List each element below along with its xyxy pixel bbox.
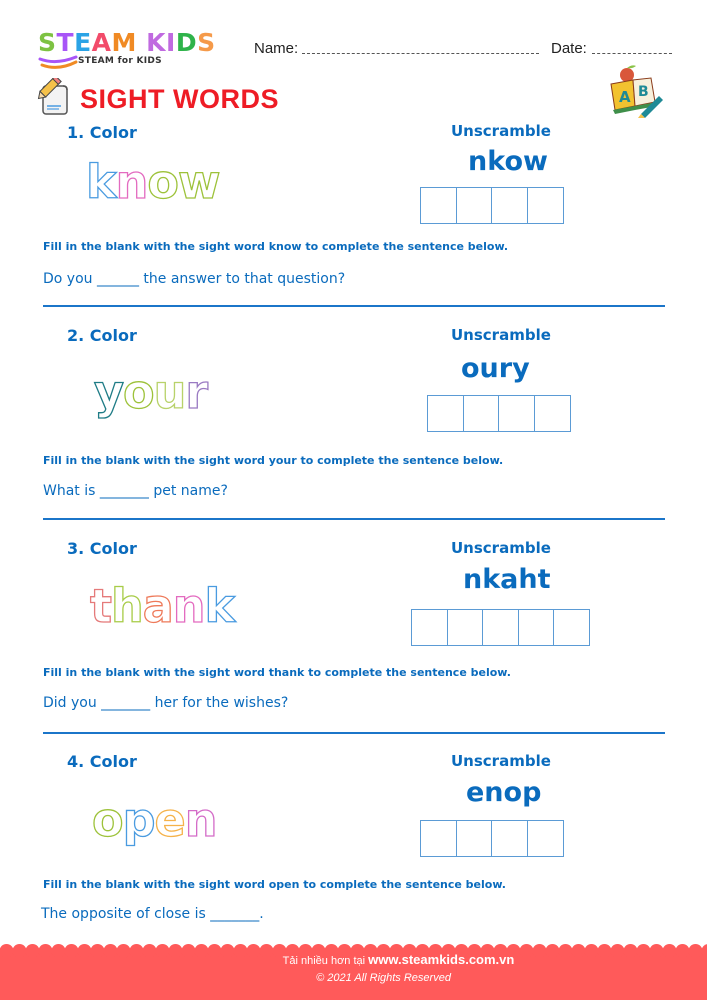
answer-box[interactable]: [420, 187, 457, 224]
name-field[interactable]: [302, 53, 539, 54]
section-4-instruction: Fill in the blank with the sight word open to complete the sentence below.: [43, 878, 506, 891]
steam-kids-logo: [38, 30, 238, 70]
pencil-paper-icon: [33, 78, 73, 116]
svg-text:A: A: [619, 88, 631, 106]
section-1-instruction: Fill in the blank with the sight word know to complete the sentence below.: [43, 240, 509, 253]
section-4-color-label: 4. Color: [67, 752, 137, 771]
logo-letter: I: [166, 28, 176, 57]
section-4-outline-word: [88, 790, 248, 854]
answer-box[interactable]: [527, 820, 564, 857]
section-1-scrambled-word: nkow: [468, 146, 548, 177]
section-2-outline-word: [90, 362, 250, 436]
answer-box[interactable]: [427, 395, 464, 432]
section-4-unscramble-label: Unscramble: [451, 752, 551, 770]
section-3-sentence: Did you _______ her for the wishes?: [43, 695, 289, 711]
logo-letter: E: [74, 28, 92, 57]
logo-subtitle: STEAM for KIDS: [78, 56, 162, 66]
section-divider: [43, 305, 665, 307]
logo-wordmark: [38, 30, 238, 56]
section-2-sentence: What is _______ pet name?: [43, 483, 228, 499]
section-2-instruction: Fill in the blank with the sight word your to complete the sentence below.: [43, 454, 504, 467]
answer-box[interactable]: [553, 609, 590, 646]
logo-letter: D: [175, 28, 198, 57]
logo-letter: S: [38, 28, 57, 57]
footer-copyright: © 2021 All Rights Reserved: [316, 972, 451, 984]
section-1-answer-boxes[interactable]: [420, 187, 564, 224]
section-1-color-label: 1. Color: [67, 123, 137, 142]
section-3-instruction: Fill in the blank with the sight word thank to complete the sentence below.: [43, 666, 511, 679]
answer-box[interactable]: [482, 609, 519, 646]
footer-download-text: [0, 952, 707, 967]
svg-text:your: your: [94, 365, 208, 419]
answer-box[interactable]: [518, 609, 555, 646]
svg-text:know: know: [86, 155, 220, 209]
section-4-answer-boxes[interactable]: [420, 820, 564, 857]
answer-box[interactable]: [498, 395, 535, 432]
section-4-scrambled-word: enop: [466, 777, 542, 808]
date-label: Date:: [551, 40, 587, 57]
section-4-sentence: The opposite of close is _______.: [41, 906, 264, 922]
footer-banner: [0, 942, 707, 1000]
section-3-scrambled-word: nkaht: [463, 564, 551, 595]
section-divider: [43, 518, 665, 520]
section-2-answer-boxes[interactable]: [427, 395, 571, 432]
logo-letter: A: [91, 28, 112, 57]
date-field[interactable]: [592, 53, 672, 54]
footer-prefix: Tải nhiều hơn tại: [282, 955, 369, 967]
section-1-sentence: Do you ______ the answer to that question?: [43, 271, 346, 287]
svg-text:open: open: [92, 793, 217, 847]
answer-box[interactable]: [534, 395, 571, 432]
section-divider: [43, 732, 665, 734]
section-2-color-label: 2. Color: [67, 326, 137, 345]
logo-letter: [137, 30, 146, 56]
answer-box[interactable]: [411, 609, 448, 646]
logo-letter: M: [111, 28, 137, 57]
answer-box[interactable]: [491, 187, 528, 224]
answer-box[interactable]: [420, 820, 457, 857]
logo-letter: K: [146, 28, 166, 57]
answer-box[interactable]: [527, 187, 564, 224]
section-1-outline-word: [82, 152, 242, 216]
svg-text:thank: thank: [90, 579, 235, 633]
answer-box[interactable]: [456, 187, 493, 224]
svg-text:B: B: [638, 84, 649, 100]
footer-website-link[interactable]: www.steamkids.com.vn: [368, 952, 515, 967]
page-title: SIGHT WORDS: [80, 84, 279, 114]
abc-book-apple-icon: [607, 62, 665, 118]
logo-swoosh-icon: [38, 55, 78, 71]
answer-box[interactable]: [456, 820, 493, 857]
answer-box[interactable]: [447, 609, 484, 646]
answer-box[interactable]: [491, 820, 528, 857]
section-3-color-label: 3. Color: [67, 539, 137, 558]
name-label: Name:: [254, 40, 299, 57]
section-3-answer-boxes[interactable]: [411, 609, 590, 646]
section-2-unscramble-label: Unscramble: [451, 326, 551, 344]
answer-box[interactable]: [463, 395, 500, 432]
logo-letter: T: [56, 28, 75, 57]
section-3-outline-word: [86, 576, 266, 650]
logo-letter: S: [197, 28, 216, 57]
section-2-scrambled-word: oury: [461, 353, 530, 384]
section-3-unscramble-label: Unscramble: [451, 539, 551, 557]
section-1-unscramble-label: Unscramble: [451, 122, 551, 140]
